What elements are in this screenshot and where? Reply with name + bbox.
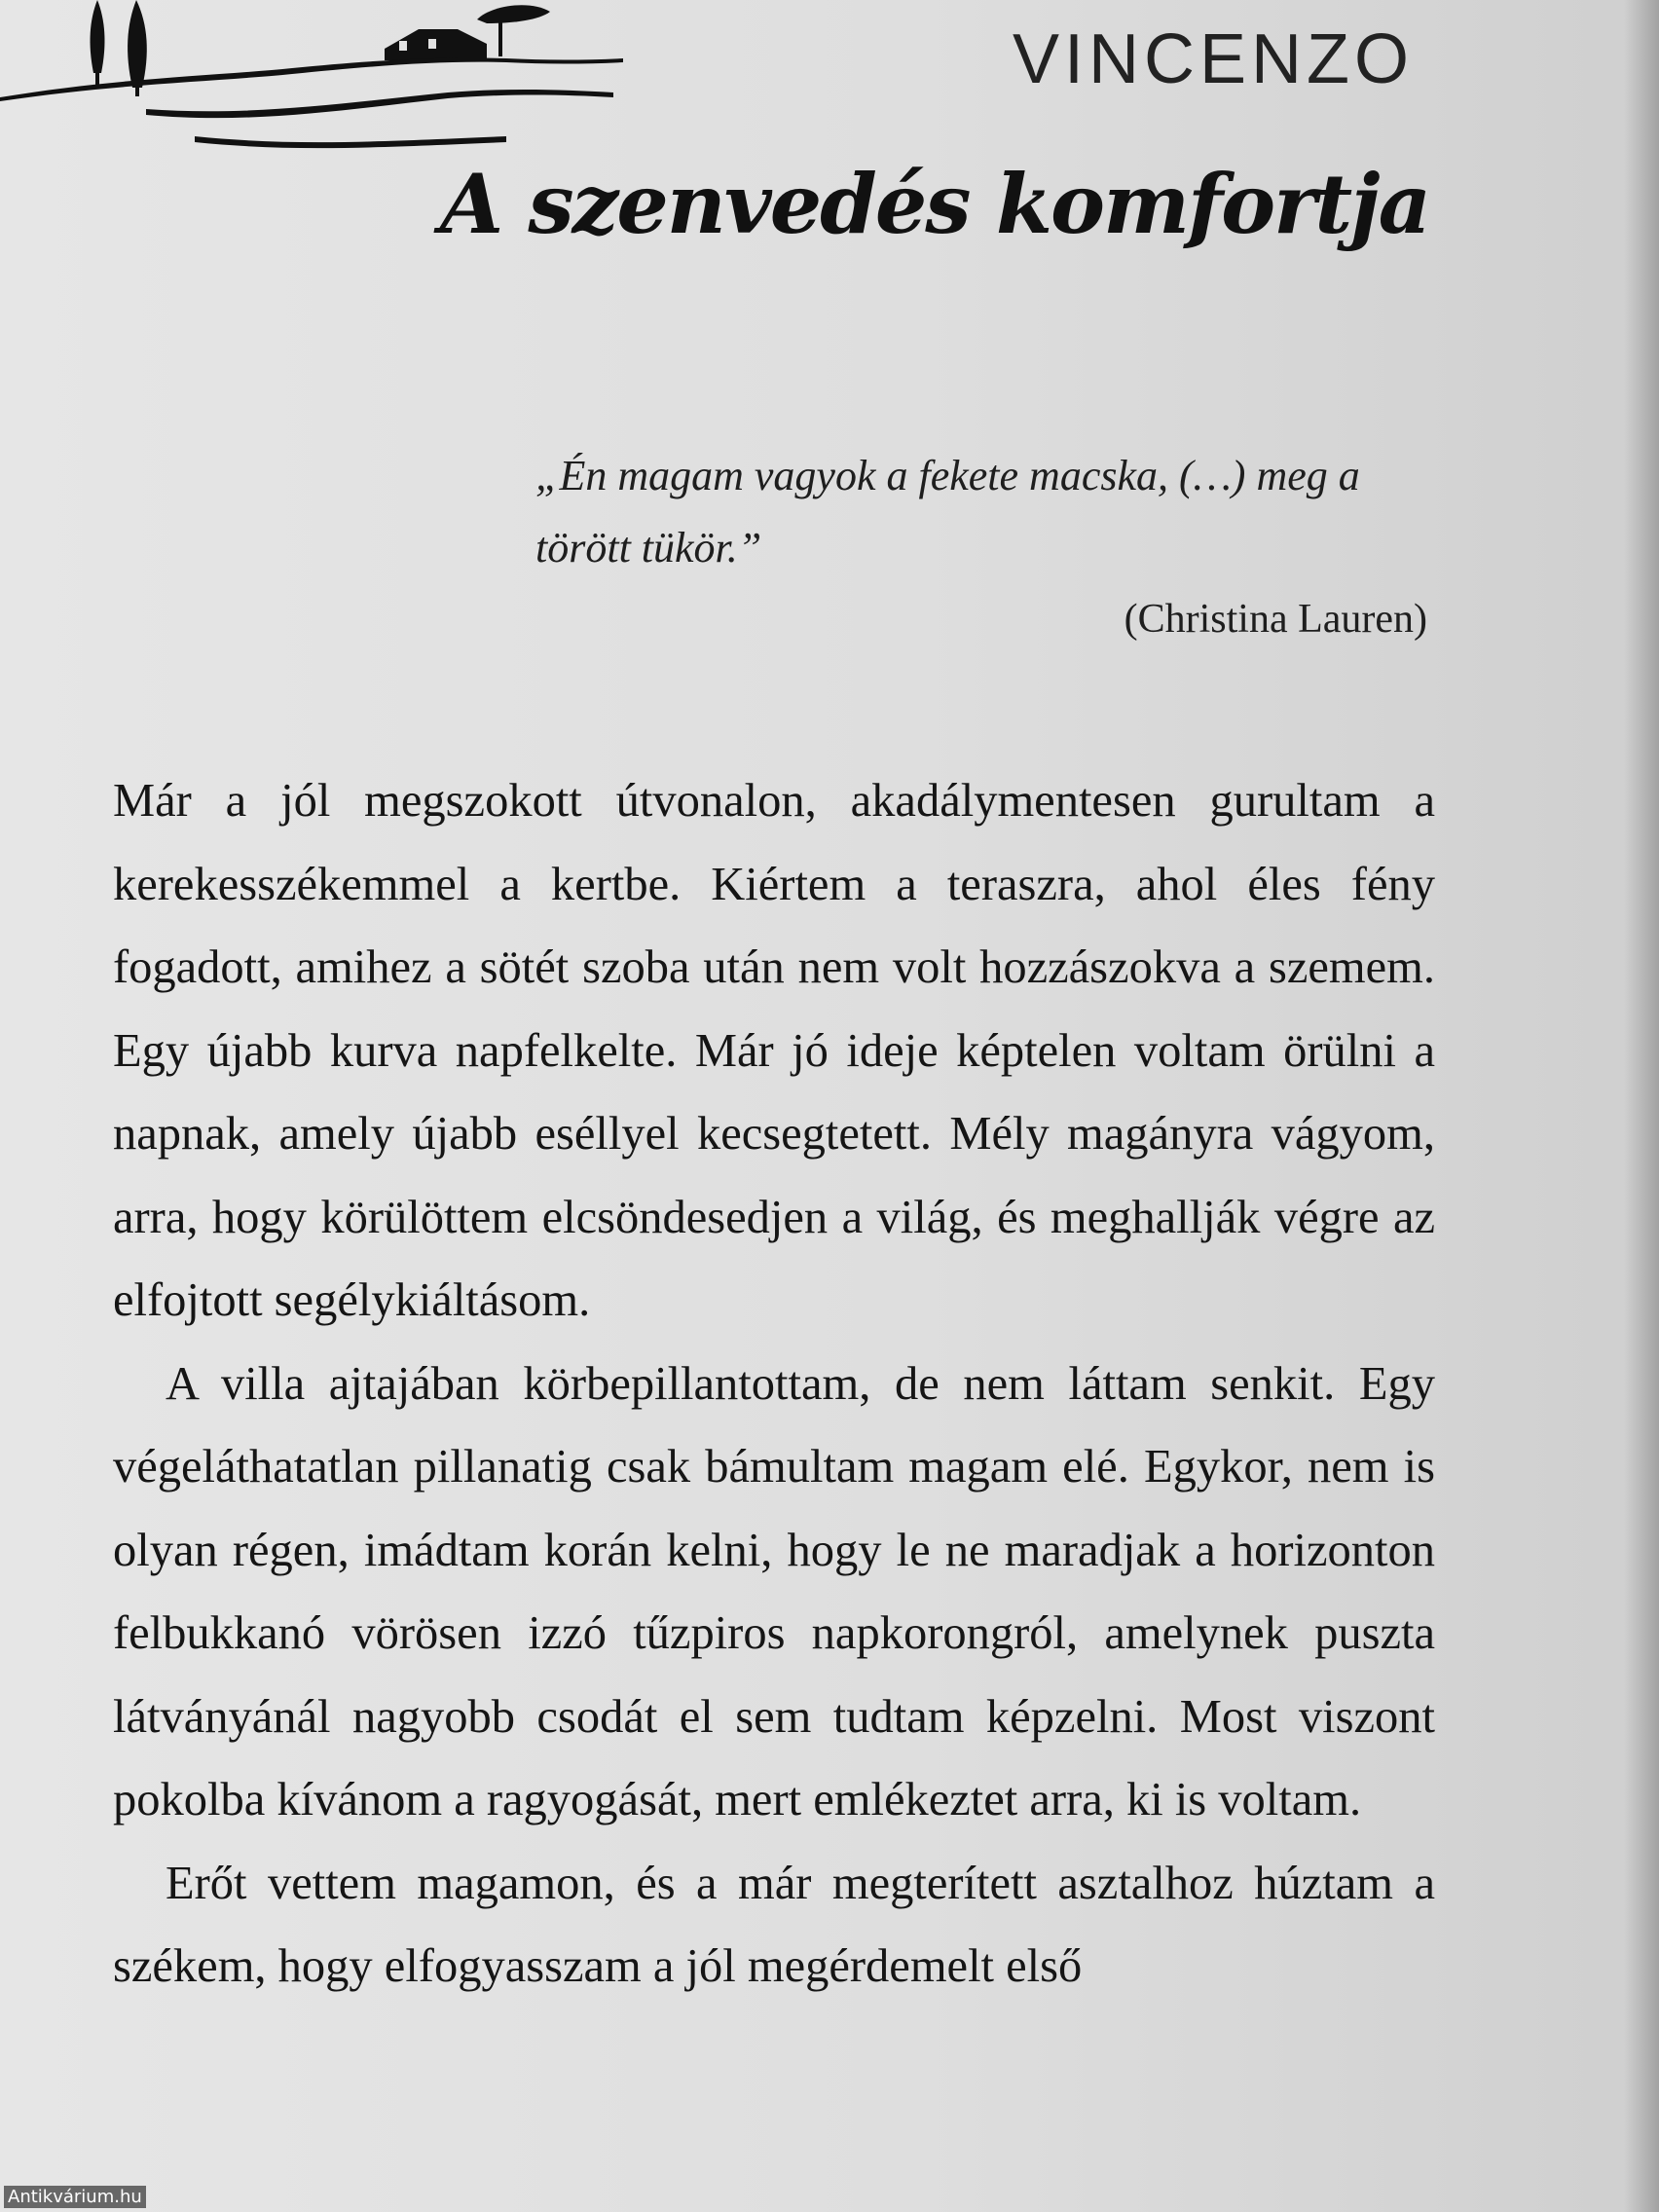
tuscan-landscape-icon: [0, 0, 623, 166]
chapter-label: VINCENZO: [1012, 20, 1414, 98]
epigraph-quote: „Én magam vagyok a fekete macska, (…) meg a törött tükör.”: [535, 452, 1360, 571]
watermark: Antikvárium.hu: [4, 2186, 146, 2208]
paragraph: Már a jól megszokott útvonalon, akadálymentesen gurultam a kerekesszékemmel a kertbe. Kiértem a teraszra, ahol éles fény fogadott, amihez a sötét szoba után nem volt hozzászokva a szemem. Egy újabb kurva napfelkelte. Már jó ideje képtelen voltam örülni a napnak, amely újabb eséllyel kecsegtetett. Mély magányra vágyom, arra, hogy körülöttem elcsöndesedjen a világ, és meghallják végre az elfojtott segélykiáltásom.: [113, 775, 1435, 1326]
epigraph-attribution: (Christina Lauren): [1124, 597, 1427, 642]
body-text: [113, 759, 1435, 2009]
paragraph: A villa ajtajában körbepillantottam, de nem láttam senkit. Egy végeláthatatlan pillanatig csak bámultam magam elé. Egykor, nem is olyan régen, imádtam korán kelni, hogy le ne maradjak a horizonton felbukkanó vörösen izzó tűzpiros napkorongról, amelynek puszta látványánál nagyobb csodát el sem tudtam képzelni. Most viszont pokolba kívánom a ragyogását, mert emlékeztet arra, ki is voltam.: [113, 1357, 1435, 1825]
page-edge-shadow: [1624, 0, 1659, 2212]
paragraph: Erőt vettem magamon, és a már megterített asztalhoz húztam a székem, hogy elfogyasszam a jól megérdemelt első: [113, 1857, 1435, 1992]
chapter-title: A szenvedés komfortja: [439, 156, 1429, 252]
